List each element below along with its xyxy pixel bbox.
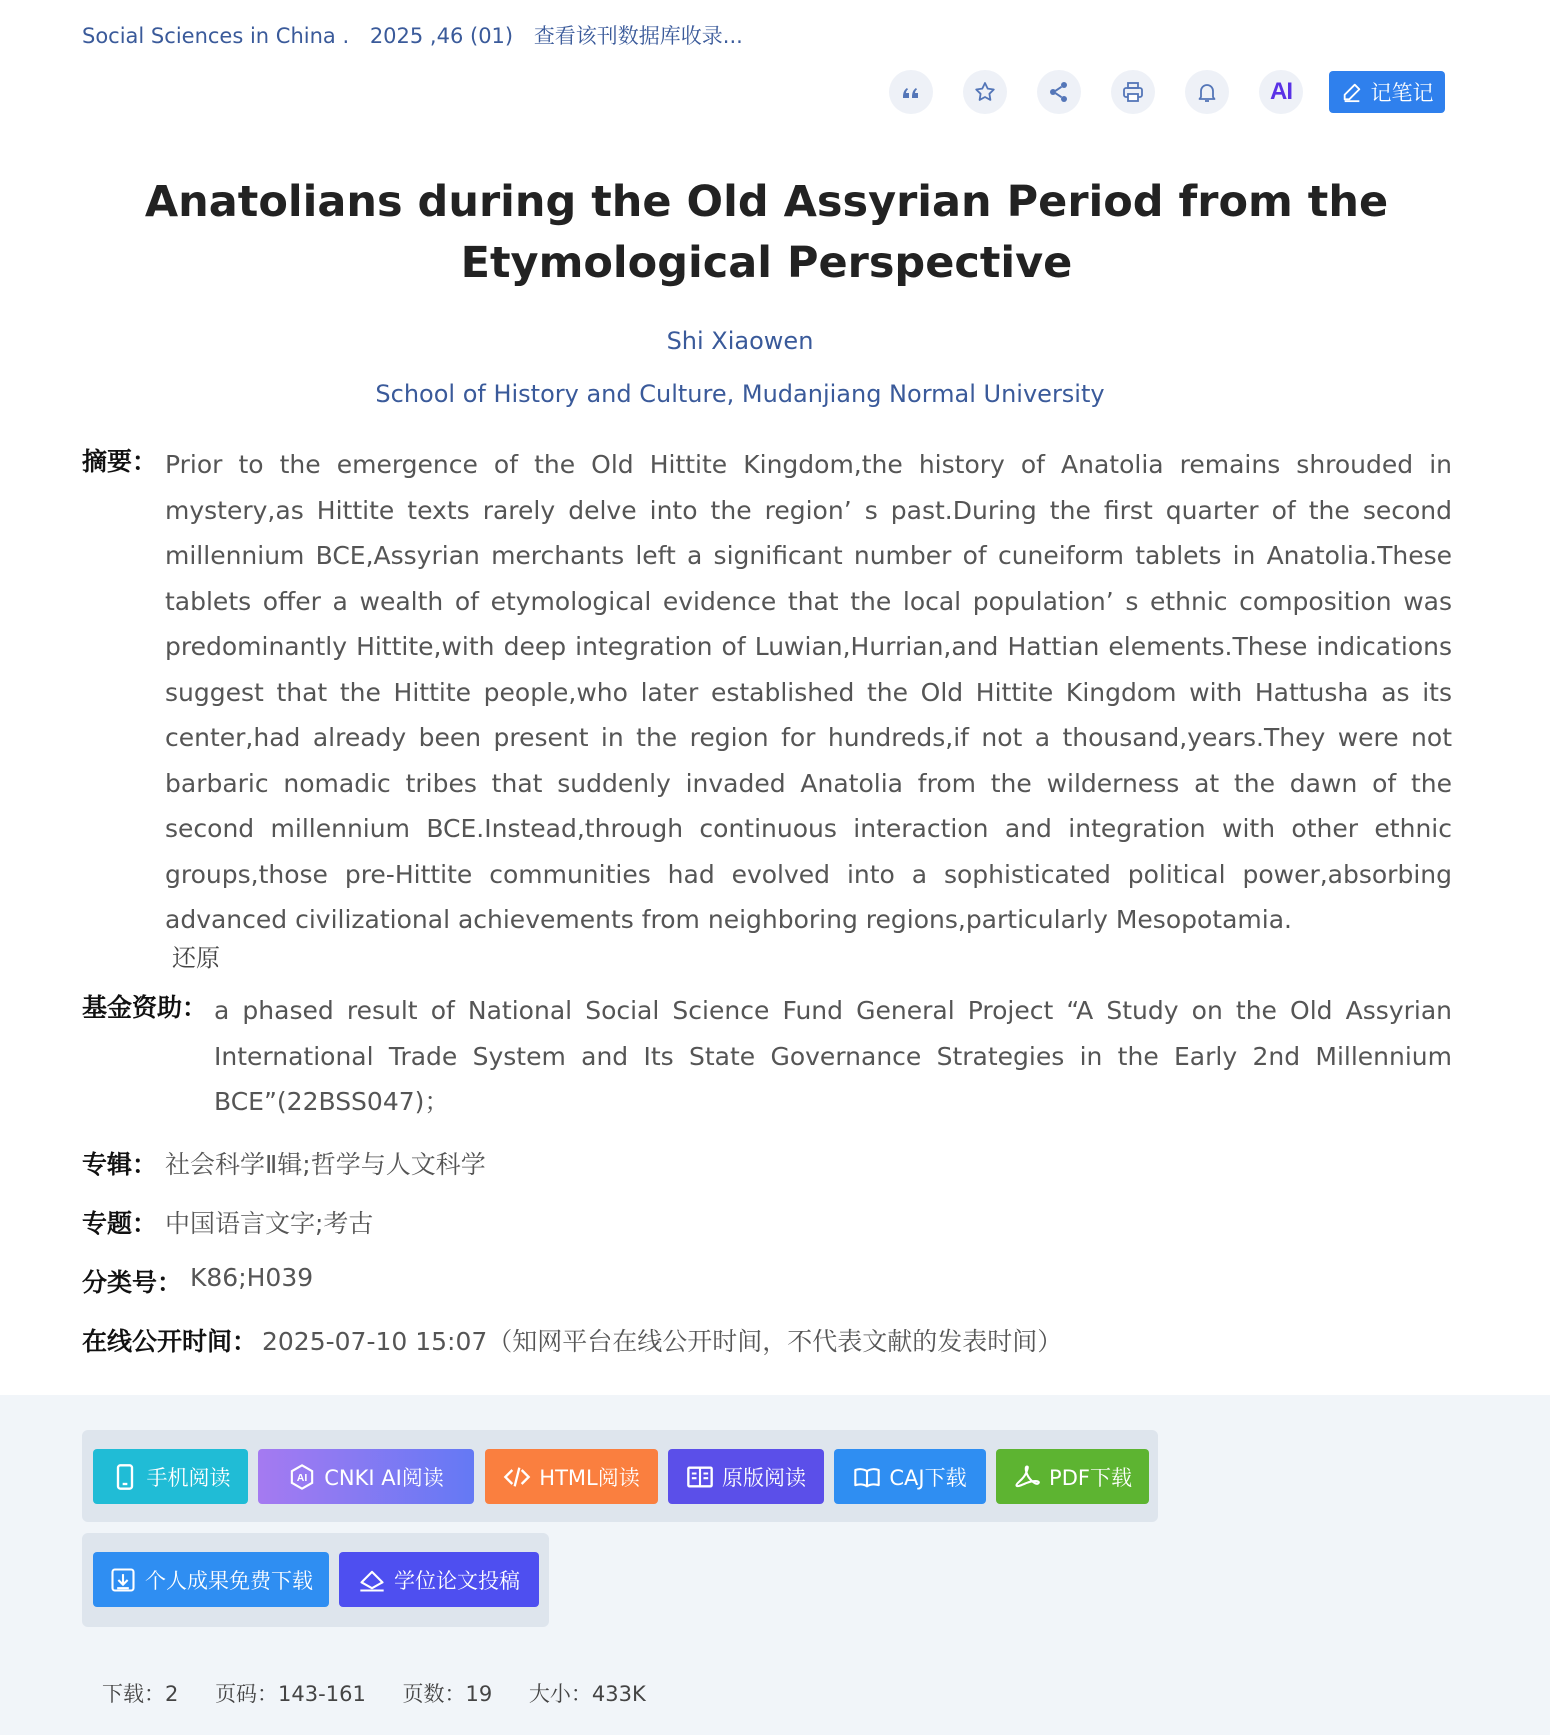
caj-download-button[interactable] (834, 1449, 986, 1504)
print-button[interactable] (1111, 70, 1155, 114)
author-link[interactable]: Shi Xiaowen (666, 327, 814, 355)
online-date-value: 2025-07-10 15:07（知网平台在线公开时间，不代表文献的发表时间） (262, 1327, 1063, 1356)
abstract-label: 摘要： (82, 447, 158, 476)
mobile-read-label: 手机阅读 (146, 1465, 231, 1490)
article-title: Anatolians during the Old Assyrian Period from the Etymological Perspective (144, 177, 1389, 288)
page-count: 页数：19 (402, 1682, 493, 1706)
phone-icon (111, 1463, 139, 1491)
series-label: 专辑： (82, 1150, 158, 1179)
print-icon (1121, 80, 1145, 104)
issue-link[interactable]: 2025 ,46 (01) (369, 24, 514, 48)
pen-icon (1341, 81, 1363, 103)
book-icon (686, 1463, 714, 1491)
quote-icon (899, 80, 923, 104)
mobile-read-button[interactable] (93, 1449, 248, 1504)
share-button[interactable] (1037, 70, 1081, 114)
html-read-button[interactable] (485, 1449, 658, 1504)
journal-link[interactable]: Social Sciences in China . (82, 24, 350, 48)
svg-text:AI: AI (296, 1471, 308, 1484)
database-link[interactable]: 查看该刊数据库收录... (533, 24, 743, 48)
source-line (82, 20, 757, 50)
fund-section (82, 988, 1452, 1125)
article-toolbar (889, 70, 1445, 114)
fund-label: 基金资助： (82, 993, 208, 1022)
abstract-section (82, 442, 1452, 943)
download-count: 下载：2 (102, 1682, 179, 1706)
cite-button[interactable] (889, 70, 933, 114)
pdf-download-label: PDF下载 (1049, 1465, 1132, 1490)
open-book-icon (853, 1463, 881, 1491)
ai-read-label: CNKI AI阅读 (324, 1465, 444, 1490)
fund-text: a phased result of National Social Science Fund General Project “A Study on the Old Assyrian International Trade System and Its State Governance Strategies in the Early 2nd Millennium BCE”(22BSS047)； (214, 996, 1452, 1116)
star-icon (973, 80, 997, 104)
original-read-button[interactable] (668, 1449, 824, 1504)
thesis-submit-label: 学位论文投稿 (394, 1568, 520, 1593)
take-note-button[interactable] (1329, 71, 1445, 113)
topic-label: 专题： (82, 1209, 158, 1238)
take-note-label: 记笔记 (1370, 81, 1434, 105)
page-range: 页码：143-161 (215, 1682, 366, 1706)
code-icon (503, 1463, 531, 1491)
classification-value: K86;H039 (190, 1263, 314, 1292)
bell-icon (1195, 80, 1219, 104)
classification-label: 分类号： (82, 1268, 183, 1297)
file-size: 大小：433K (528, 1682, 646, 1706)
restore-link[interactable]: 还原 (172, 944, 220, 972)
favorite-button[interactable] (963, 70, 1007, 114)
series-value[interactable]: 社会科学Ⅱ辑;哲学与人文科学 (165, 1150, 486, 1179)
article-stats (102, 1678, 676, 1708)
caj-download-label: CAJ下载 (889, 1465, 967, 1490)
alert-button[interactable] (1185, 70, 1229, 114)
pdf-icon (1013, 1463, 1041, 1491)
ai-read-button[interactable] (258, 1449, 474, 1504)
free-download-button[interactable] (93, 1552, 329, 1607)
download-icon (109, 1566, 137, 1594)
pdf-download-button[interactable] (996, 1449, 1149, 1504)
ai-button[interactable]: AI (1259, 70, 1303, 114)
ai-hex-icon (288, 1463, 316, 1491)
share-icon (1047, 80, 1071, 104)
affiliation-link[interactable]: School of History and Culture, Mudanjiang Normal University (375, 380, 1105, 408)
topic-value[interactable]: 中国语言文字;考古 (165, 1209, 374, 1238)
abstract-text: Prior to the emergence of the Old Hittite Kingdom,the history of Anatolia remains shrouded in mystery,as Hittite texts rarely delve into the region’ s past.During the first quarter of the second millennium BCE,Assyrian merchants left a significant number of cuneiform tablets in Anatolia.These tablets offer a wealth of etymological evidence that the local population’ s ethnic composition was predominantly Hittite,with deep integration of Luwian,Hurrian,and Hattian elements.These indications suggest that the Hittite people,who later established the Old Hittite Kingdom with Hattusha as its center,had already been present in the region for hundreds,if not a thousand,years.They were not barbaric nomadic tribes that suddenly invaded Anatolia from the wilderness at the dawn of the second millennium BCE.Instead,through continuous interaction and integration with other ethnic groups,those pre-Hittite communities had evolved into a sophisticated political power,absorbing advanced civilizational achievements from neighboring regions,particularly Mesopotamia. (165, 450, 1452, 934)
original-read-label: 原版阅读 (722, 1465, 806, 1490)
thesis-submit-button[interactable] (339, 1552, 539, 1607)
send-icon (358, 1566, 386, 1594)
html-read-label: HTML阅读 (539, 1465, 640, 1490)
online-date-label: 在线公开时间： (82, 1327, 258, 1356)
free-download-label: 个人成果免费下载 (145, 1568, 313, 1593)
